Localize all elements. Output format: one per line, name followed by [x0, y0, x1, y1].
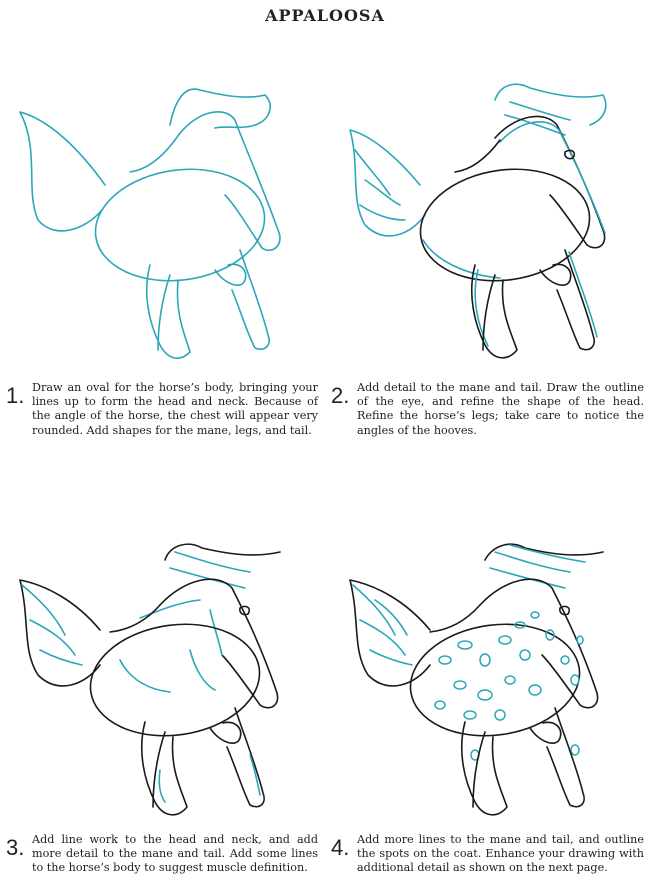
step-4-text: Add more lines to the mane and tail, and outline the spots on the coat. Enhance your drawing with additional detail as shown on the next page.	[357, 833, 644, 875]
step-2-instruction	[331, 381, 644, 438]
step-3-drawing	[10, 540, 310, 820]
step-2-drawing	[335, 80, 635, 370]
step-1-drawing	[10, 80, 310, 370]
step-3-text: Add line work to the head and neck, and add more detail to the mane and tail. Add some lines to the horse’s body to suggest muscle definition.	[32, 833, 318, 875]
step-4-drawing	[335, 540, 635, 820]
step-4-number: 4.	[331, 835, 350, 860]
step-1-text: Draw an oval for the horse’s body, bringing your lines up to form the head and neck. Because of the angle of the horse, the chest will appear very rounded. Add shapes for the mane, legs, and tail.	[32, 381, 318, 437]
step-1-number: 1.	[6, 383, 25, 408]
step-1-instruction	[6, 381, 318, 438]
step-3-instruction	[6, 833, 318, 876]
step-3-number: 3.	[6, 835, 25, 860]
step-2-text: Add detail to the mane and tail. Draw the outline of the eye, and refine the shape of the head. Refine the horse’s legs; take care to notice the angles of the hooves.	[357, 381, 644, 437]
step-4-instruction	[331, 833, 644, 876]
step-2-number: 2.	[331, 383, 350, 408]
page-title: APPALOOSA	[265, 6, 385, 25]
